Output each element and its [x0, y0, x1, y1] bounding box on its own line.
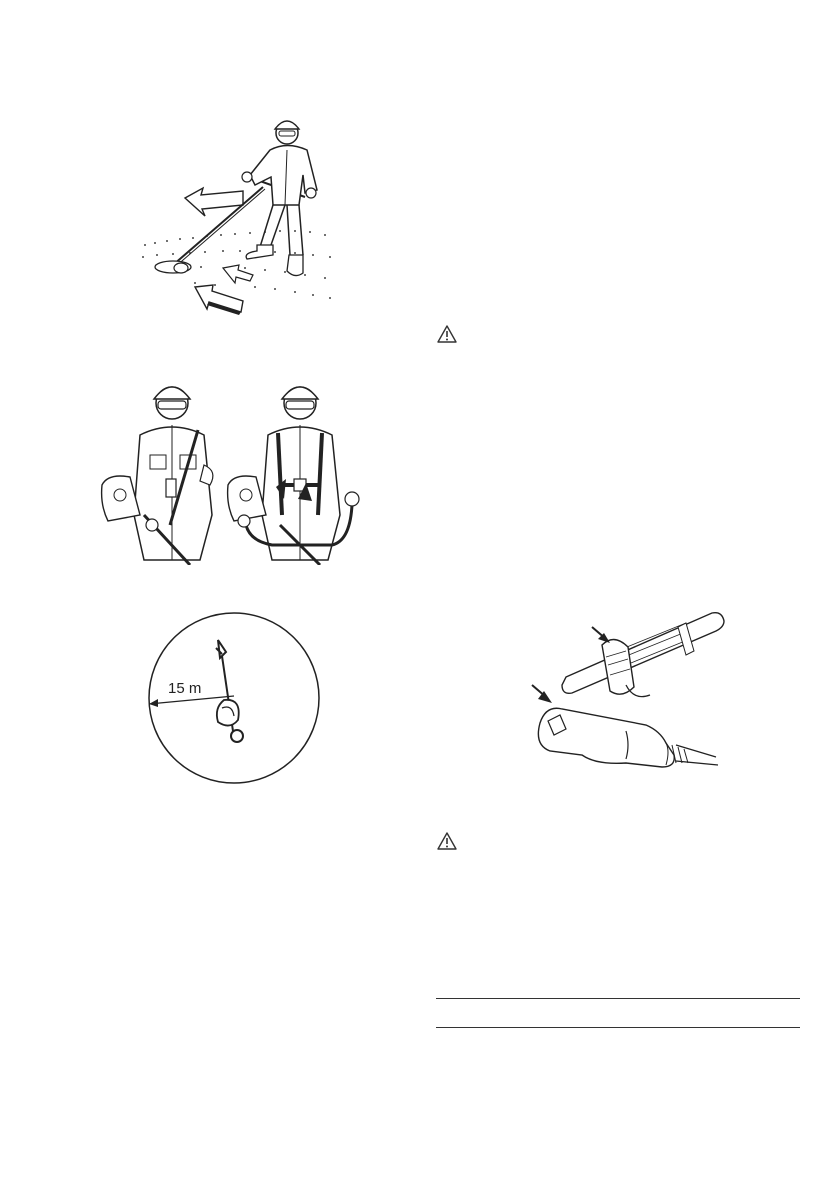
radius-label: 15 m	[168, 680, 202, 697]
warning-triangle-icon	[437, 832, 457, 850]
figure-operator-harness	[100, 375, 365, 565]
figure-operator-mowing	[135, 105, 350, 320]
table-rule-top	[436, 998, 800, 999]
figure-safety-radius	[144, 608, 324, 788]
table-rule-bottom	[436, 1027, 800, 1028]
warning-triangle-icon	[437, 325, 457, 343]
figure-handle-grip	[526, 605, 726, 780]
